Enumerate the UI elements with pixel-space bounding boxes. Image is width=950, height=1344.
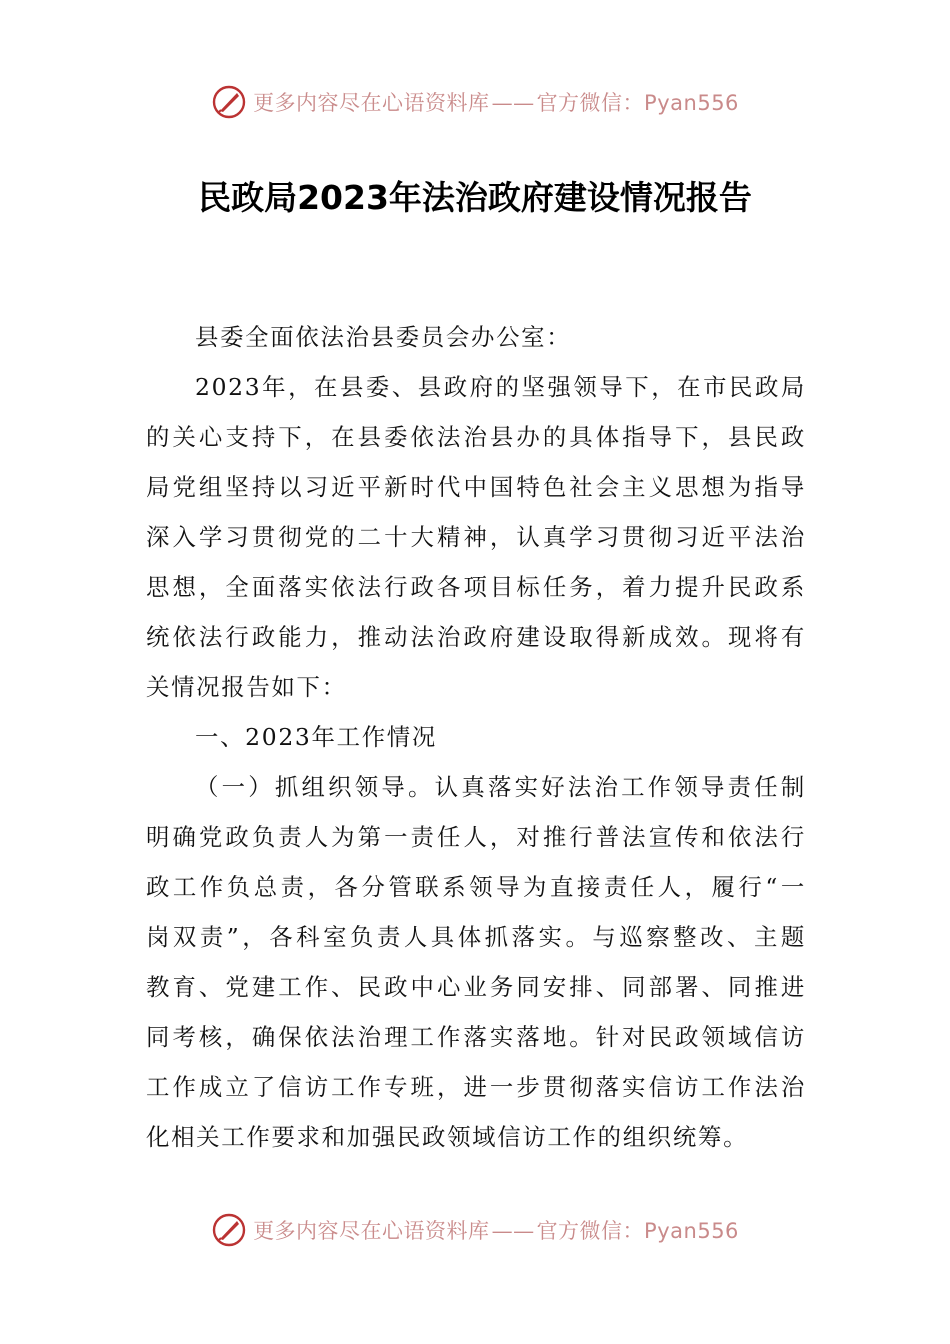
banner-wechat: 官方微信：Pyan556 [536,1219,739,1243]
banner-separator: —— [491,91,535,115]
text-line: 2023年，在县委、县政府的坚强领导下，在市民政局 [195,373,806,401]
text-line: 深入学习贯彻党的二十大精神，认真学习贯彻习近平法治 [146,523,806,551]
text-line: 政工作负总责，各分管联系领导为直接责任人，履行“一 [146,873,806,901]
banner-library-text: 更多内容尽在心语资料库 [253,1219,490,1243]
text-line: 县委全面依法治县委员会办公室： [195,323,572,351]
text-line: 同考核，确保依法治理工作落实落地。针对民政领域信访 [146,1023,806,1051]
text-line: （一）抓组织领导。认真落实好法治工作领导责任制 [195,773,806,801]
text-line: 明确党政负责人为第一责任人，对推行普法宣传和依法行 [146,823,806,851]
text-line: 关情况报告如下： [146,673,347,701]
document-body [146,312,806,1162]
footer-banner [0,1210,950,1250]
header-banner [0,82,950,122]
text-line: 工作成立了信访工作专班，进一步贯彻落实信访工作法治 [146,1073,806,1101]
banner-library-text: 更多内容尽在心语资料库 [253,91,490,115]
banner-text [253,1215,739,1245]
text-line: 岗双责”，各科室负责人具体抓落实。与巡察整改、主题 [146,923,806,951]
text-line: 一、2023年工作情况 [195,723,437,751]
quill-logo-icon [211,1212,247,1248]
quill-logo-icon [211,84,247,120]
banner-separator: —— [491,1219,535,1243]
text-line: 局党组坚持以习近平新时代中国特色社会主义思想为指导 [146,473,806,501]
text-line: 统依法行政能力，推动法治政府建设取得新成效。现将有 [146,623,806,651]
banner-wechat: 官方微信：Pyan556 [536,91,739,115]
banner-text [253,87,739,117]
page-title: 民政局2023年法治政府建设情况报告 [198,178,752,217]
text-line: 的关心支持下，在县委依法治县办的具体指导下，县民政 [146,423,806,451]
text-line: 思想，全面落实依法行政各项目标任务，着力提升民政系 [146,573,806,601]
text-line: 教育、党建工作、民政中心业务同安排、同部署、同推进 [146,973,806,1001]
text-line: 化相关工作要求和加强民政领域信访工作的组织统筹。 [146,1123,749,1151]
